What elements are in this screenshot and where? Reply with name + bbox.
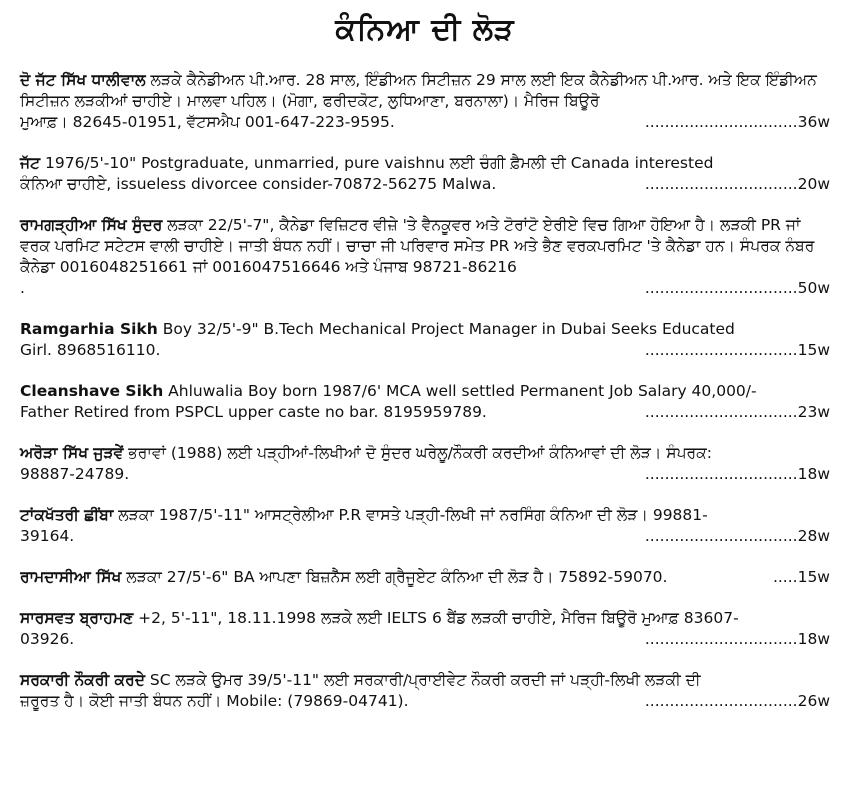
ad-lead: ਸਾਰਸਵਤ ਬ੍ਰਾਹਮਣ	[20, 609, 134, 627]
ad-body: Boy 32/5'-9" B.Tech Mechanical Project Manager in Dubai Seeks Educated	[157, 320, 735, 338]
ad-code: ...............................15w	[644, 341, 830, 359]
ad-tail: 03926.	[20, 630, 75, 648]
ad-tail: ਮੁਆਫ਼। 82645-01951, ਵੱਟਸਐਪ 001-647-223-9595.	[20, 113, 395, 131]
ad-lead: ਜੱਟ	[20, 154, 41, 172]
ad-body: SC ਲੜਕੇ ਉਮਰ 39/5'-11" ਲਈ ਸਰਕਾਰੀ/ਪ੍ਰਾਈਵੇਟ ਨੌਕਰੀ ਕਰਦੀ ਜਾਂ ਪੜ੍ਹੀ-ਲਿਖੀ ਲੜਕੀ ਦੀ	[144, 671, 701, 689]
ad-code: ...............................18w	[644, 630, 830, 648]
ad-tail: 98887-24789.	[20, 465, 130, 483]
ad-tail: ਜ਼ਰੂਰਤ ਹੈ। ਕੋਈ ਜਾਤੀ ਬੰਧਨ ਨਹੀਂ। Mobile: (79869-04741).	[20, 692, 409, 710]
ad-body: ਲੜਕੇ ਕੈਨੇਡੀਅਨ ਪੀ.ਆਰ. 28 ਸਾਲ, ਇੰਡੀਅਨ ਸਿਟੀਜ਼ਨ 29 ਸਾਲ ਲਈ ਇਕ ਕੈਨੇਡੀਅਨ ਪੀ.ਆਰ. ਅਤੇ ਇਕ ਇੰਡੀਅਨ ਸਿਟੀਜ਼ਨ ਲੜਕੀਆਂ ਚਾਹੀਏ। ਮਾਲਵਾ ਪਹਿਲ। (ਮੋਗਾ, ਫਰੀਦਕੋਟ, ਲੁਧਿਆਣਾ, ਬਰਨਾਲਾ)। ਮੈਰਿਜ ਬਿਊਰੋ	[20, 71, 817, 110]
ad-footer	[20, 464, 830, 485]
ad-body: ਲੜਕਾ 27/5'-6" BA ਆਪਣਾ ਬਿਜ਼ਨੈੱਸ ਲਈ ਗ੍ਰੈਜੂਏਟ ਕੰਨਿਆ ਦੀ ਲੋੜ ਹੈ। 75892-59070.	[121, 568, 668, 586]
ad-tail: Father Retired from PSPCL upper caste no bar. 8195959789.	[20, 403, 487, 421]
ad-body: ਲੜਕਾ 22/5'-7", ਕੈਨੇਡਾ ਵਿਜ਼ਿਟਰ ਵੀਜ਼ੇ 'ਤੇ ਵੈਨਕੂਵਰ ਅਤੇ ਟੋਰਾਂਟੋ ਏਰੀਏ ਵਿਚ ਗਿਆ ਹੋਇਆ ਹੈ। ਲੜਕੀ PR ਜਾਂ ਵਰਕ ਪਰਮਿਟ ਸਟੇਟਸ ਵਾਲੀ ਚਾਹੀਏ। ਜਾਤੀ ਬੰਧਨ ਨਹੀਂ। ਚਾਚਾ ਜੀ ਪਰਿਵਾਰ ਸਮੇਤ PR ਅਤੇ ਭੈਣ ਵਰਕਪਰਮਿਟ 'ਤੇ ਕੈਨੇਡਾ ਹਨ। ਸੰਪਰਕ ਨੰਬਰ ਕੈਨੇਡਾ 0016048251661 ਜਾਂ 0016047516646 ਅਤੇ ਪੰਜਾਬ 98721-86216	[20, 216, 815, 276]
ad-tail: ਕੰਨਿਆ ਚਾਹੀਏ, issueless divorcee consider-70872-56275 Malwa.	[20, 175, 497, 193]
ad-lead: Cleanshave Sikh	[20, 382, 164, 400]
classified-ad	[20, 443, 830, 485]
ad-body: +2, 5'-11", 18.11.1998 ਲੜਕੇ ਲਈ IELTS 6 ਬੈਂਡ ਲੜਕੀ ਚਾਹੀਏ, ਮੈਰਿਜ ਬਿਊਰੋ ਮੁਆਫ਼ 83607-	[133, 609, 739, 627]
ad-body: Ahluwalia Boy born 1987/6' MCA well settled Permanent Job Salary 40,000/-	[163, 382, 757, 400]
ad-code: ...............................20w	[644, 175, 830, 193]
ad-footer	[20, 526, 830, 547]
ad-code: ...............................18w	[644, 465, 830, 483]
ad-footer	[20, 174, 830, 195]
ad-tail: 39164.	[20, 527, 75, 545]
ad-code: ...............................23w	[644, 403, 830, 421]
ad-footer	[20, 278, 830, 299]
classified-ad	[20, 381, 830, 423]
classified-ad	[20, 319, 830, 361]
ad-tail	[20, 567, 765, 588]
ad-footer	[20, 691, 830, 712]
ad-footer	[20, 402, 830, 423]
ad-footer	[20, 340, 830, 361]
ad-lead: ਦੋ ਜੱਟ ਸਿੱਖ ਧਾਲੀਵਾਲ	[20, 71, 146, 89]
ad-lead: ਰਾਮਗੜ੍ਹੀਆ ਸਿੱਖ ਸੁੰਦਰ	[20, 216, 163, 234]
classified-ad	[20, 505, 830, 547]
ad-code: ...............................50w	[644, 279, 830, 297]
ad-lead: ਅਰੋੜਾ ਸਿੱਖ ਜੁੜਵੇਂ	[20, 444, 124, 462]
page-title: ਕੰਨਿਆ ਦੀ ਲੋੜ	[335, 12, 515, 47]
ad-lead: Ramgarhia Sikh	[20, 320, 158, 338]
classified-ad	[20, 215, 830, 299]
ad-code: ...............................36w	[644, 113, 830, 131]
ad-body: ਭਰਾਵਾਂ (1988) ਲਈ ਪੜ੍ਹੀਆਂ-ਲਿਖੀਆਂ ਦੋ ਸੁੰਦਰ ਘਰੇਲੂ/ਨੌਕਰੀ ਕਰਦੀਆਂ ਕੰਨਿਆਵਾਂ ਦੀ ਲੋੜ। ਸੰਪਰਕ:	[123, 444, 712, 462]
ad-lead: ਰਾਮਦਾਸੀਆ ਸਿੱਖ	[20, 568, 122, 586]
ad-tail: .	[20, 279, 25, 297]
ad-footer	[20, 567, 830, 588]
classified-ad	[20, 567, 830, 588]
ad-body: ਲੜਕਾ 1987/5'-11" ਆਸਟ੍ਰੇਲੀਆ P.R ਵਾਸਤੇ ਪੜ੍ਹੀ-ਲਿਖੀ ਜਾਂ ਨਰਸਿੰਗ ਕੰਨਿਆ ਦੀ ਲੋੜ। 99881-	[113, 506, 708, 524]
ad-code: ...............................26w	[644, 692, 830, 710]
ad-footer	[20, 629, 830, 650]
classified-ad	[20, 608, 830, 650]
ad-lead: ਸਰਕਾਰੀ ਨੌਕਰੀ ਕਰਦੇ	[20, 671, 145, 689]
ad-body: 1976/5'-10" Postgraduate, unmarried, pure vaishnu ਲਈ ਚੰਗੀ ਫ਼ੈਮਲੀ ਦੀ Canada interested	[40, 154, 714, 172]
classified-ad	[20, 153, 830, 195]
ad-code: ...............................28w	[644, 527, 830, 545]
ad-tail: Girl. 8968516110.	[20, 341, 161, 359]
ad-lead: ਟਾਂਕਖੱਤਰੀ ਛੀਂਬਾ	[20, 506, 114, 524]
classified-ad	[20, 670, 830, 712]
ad-footer	[20, 112, 830, 133]
classified-ad	[20, 70, 830, 133]
ad-code: .....15w	[772, 568, 830, 586]
